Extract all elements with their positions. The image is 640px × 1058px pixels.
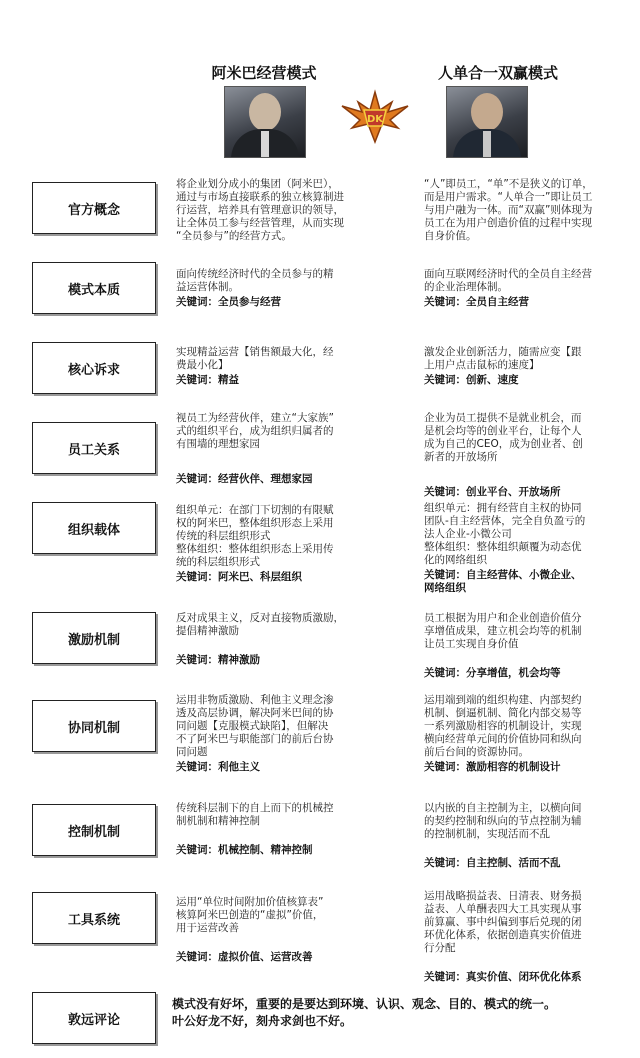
right-description: 企业为员工提供不是就业机会，而 是机会均等的创业平台，让每个人 成为自己的CEO，成为创业者、创 新者的开放场所 [424,412,583,463]
left-description: 面向传统经济时代的全员参与的精 益运营体制。 [176,268,334,293]
left-description: 组织单元：在部门下切割的有限赋 权的阿米巴，整体组织形态上采用 传统的科层组织形式 整体组织：整体组织形态上采用传 统的科层组织形式 [176,504,334,568]
left-description: 运用非物质激励、利他主义理念渗 透及高层协调，解决阿米巴间的协 同问题【克服模式缺陷】，但解决 不了阿米巴与职能部门的前后台协 同问题 [176,694,334,758]
right-description: 组织单元：拥有经营自主权的协同 团队-自主经营体，完全自负盈亏的 法人企业-小微公司 整体组织：整体组织颠覆为动态优 化的网络组织 [424,502,586,566]
right-cell [424,268,604,309]
right-description: “人”即员工，“单”不是狭义的订单， 而是用户需求。“人单合一”即让员工 与用户融为一体。而“双赢”则体现为 员工在为用户创造价值的过程中实现 自身价值。 [424,178,593,242]
right-cell [424,178,604,243]
left-cell [176,612,354,667]
right-column-title: 人单合一双赢模式 [437,64,558,82]
right-cell [424,502,604,595]
footer-label: 敦远评论 [32,992,156,1044]
left-cell [176,694,354,774]
left-keywords: 关键词：精益 [176,374,239,386]
right-portrait-photo [446,86,528,158]
left-description: 反对成果主义，反对直接物质激励， 提倡精神激励 [176,612,344,637]
row-label: 模式本质 [32,262,156,314]
right-keywords: 关键词：创新、速度 [424,374,519,386]
left-keywords: 关键词：精神激励 [176,654,260,666]
row-label: 激励机制 [32,612,156,664]
right-keywords: 关键词：创业平台、开放场所 [424,486,561,498]
left-cell [176,802,354,857]
right-cell [424,412,604,499]
right-description: 以内嵌的自主控制为主，以横向间 的契约控制和纵向的节点控制为辅 的控制机制，实现活而不乱 [424,802,582,840]
right-description: 面向互联网经济时代的全员自主经营 的企业治理体制。 [424,268,592,293]
right-keywords: 关键词：全员自主经营 [424,296,529,308]
right-cell [424,694,604,774]
right-cell [424,346,604,387]
left-keywords: 关键词：利他主义 [176,761,260,773]
left-portrait-photo [224,86,306,158]
left-cell [176,178,354,243]
left-cell [176,412,354,486]
left-description: 运用“单位时间附加价值核算表” 核算阿米巴创造的“虚拟”价值， 用于运营改善 [176,896,324,934]
row-label: 协同机制 [32,700,156,752]
row-label: 员工关系 [32,422,156,474]
right-description: 激发企业创新活力，随需应变【跟 上用户点击鼠标的速度】 [424,346,582,371]
right-cell [424,612,604,680]
left-keywords: 关键词：机械控制、精神控制 [176,844,313,856]
row-label: 组织载体 [32,502,156,554]
right-keywords: 关键词：真实价值、闭环优化体系 [424,971,582,983]
right-description: 员工根据为用户和企业创造价值分 享增值成果，建立机会均等的机制 让员工实现自身价值 [424,612,582,650]
left-keywords: 关键词：虚拟价值、运营改善 [176,951,313,963]
footer-comment: 模式没有好坏，重要的是要达到环境、认识、观念、目的、模式的统一。 叶公好龙不好，刻舟求剑也不好。 [172,997,557,1028]
right-description: 运用战略损益表、日清表、财务损 益表、人单酬表四大工具实现从事 前算赢、事中纠偏到事后兑现的闭 环优化体系，依据创造真实价值进 行分配 [424,890,582,954]
left-description: 传统科层制下的自上而下的机械控 制机制和精神控制 [176,802,334,827]
left-description: 将企业划分成小的集团（阿米巴）， 通过与市场直接联系的独立核算制进 行运营，培养具有管理意识的领导， 让全体员工参与经营管理，从而实现 “全员参与”的经营方式。 [176,178,344,242]
left-description: 视员工为经营伙伴，建立“大家族” 式的组织平台，成为组织归属者的 有围墙的理想家园 [176,412,334,450]
left-cell [176,504,354,584]
left-column-title: 阿米巴经营模式 [211,64,317,82]
right-keywords: 关键词：激励相容的机制设计 [424,761,561,773]
svg-text:DK: DK [366,114,384,125]
row-label: 核心诉求 [32,342,156,394]
left-keywords: 关键词：全员参与经营 [176,296,281,308]
row-label: 工具系统 [32,892,156,944]
vs-emblem-icon [340,88,410,144]
left-keywords: 关键词：经营伙伴、理想家园 [176,473,313,485]
left-description: 实现精益运营【销售额最大化，经 费最小化】 [176,346,334,371]
right-cell [424,802,604,870]
row-label: 控制机制 [32,804,156,856]
left-keywords: 关键词：阿米巴、科层组织 [176,571,302,583]
right-keywords: 关键词：分享增值，机会均等 [424,667,561,679]
left-cell [176,896,354,964]
right-cell [424,890,604,984]
right-description: 运用端到端的组织构建、内部契约 机制、倒逼机制、简化内部交易等 一系列激励相容的机制设计，实现 横向经营单元间的价值协同和纵向 前后台间的资源协同。 [424,694,582,758]
left-cell [176,346,354,387]
left-cell [176,268,354,309]
row-label: 官方概念 [32,182,156,234]
right-keywords: 关键词：自主控制、活而不乱 [424,857,561,869]
right-keywords: 关键词：自主经营体、小微企业、 网络组织 [424,569,582,594]
